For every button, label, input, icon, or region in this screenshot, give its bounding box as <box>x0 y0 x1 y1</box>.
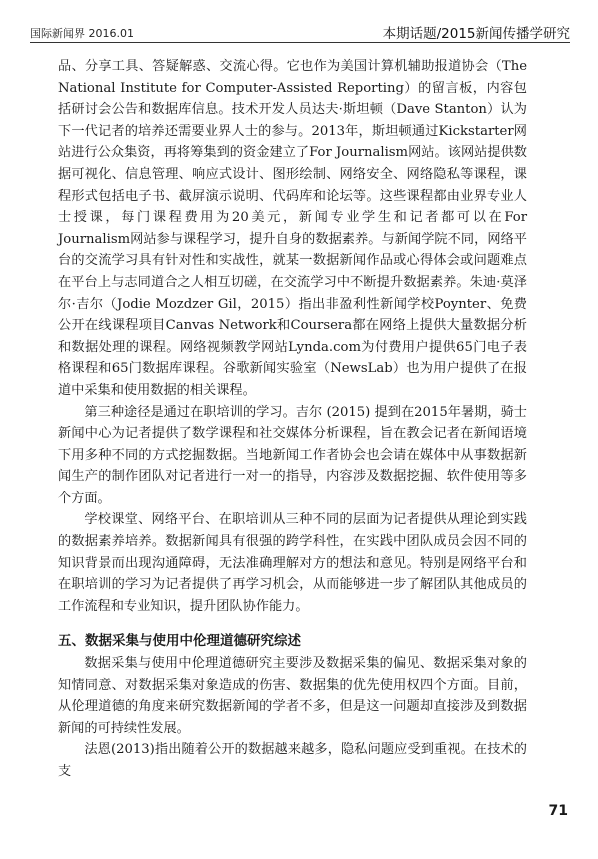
paragraph: 法恩(2013)指出随着公开的数据越来越多，隐私问题应受到重视。在技术的支 <box>58 742 527 779</box>
paragraph: 学校课堂、网络平台、在职培训从三种不同的层面为记者提供从理论到实践的数据素养培养。数据新闻具有很强的跨学科性，在实践中团队成员会因不同的知识背景而出现沟通障碍，无法准确理解对方的想法和意见。特别是网络平台和在职培训的学习为记者提供了再学习机会，从而能够进一步了解团队其他成员的工作流程和专业知识，提升团队协作能力。 <box>58 512 527 614</box>
paragraph: 第三种途径是通过在职培训的学习。吉尔 (2015) 提到在2015年暑期，骑士新闻中心为记者提供了数学课程和社交媒体分析课程，旨在教会记者在新闻语境下用多种不同的方式挖掘数据。当地新闻工作者协会也会请在媒体中从事数据新闻生产的制作团队对记者进行一对一的指导，内容涉及数据挖掘、软件使用等多个方面。 <box>58 404 527 506</box>
page-number: 71 <box>548 803 568 819</box>
paragraph: 品、分享工具、答疑解惑、交流心得。它也作为美国计算机辅助报道协会（The National Institute for Computer-Assisted Reporting）的留言板，内容包括研讨会公告和数据库信息。技术开发人员达夫·斯坦顿（Dave Stanton）认为下一代记者的培养还需要业界人士的参与。2013年，斯坦顿通过Kickstarter网站进行公众集资，再将筹集到的资金建立了For Journalism网站。该网站提供数据可视化、信息管理、响应式设计、图形绘制、网络安全、网络隐私等课程，课程形式包括电子书、截屏演示说明、代码库和论坛等。这些课程都由业界专业人士授课，每门课程费用为20美元，新闻专业学生和记者都可以在For Journalism网站参与课程学习，提升自身的数据素养。与新闻学院不同，网络平台的交流学习具有针对性和实战性，就某一数据新闻作品或心得体会或问题难点在平台上与志同道合之人相互切磋，在交流学习中不断提升数据素养。朱迪·莫泽尔·吉尔（Jodie Mozdzer Gil，2015）指出非盈利性新闻学校Poynter、免费公开在线课程项目Canvas Network和Coursera都在网络上提供大量数据分析和数据处理的课程。网络视频教学网站Lynda.com为付费用户提供65门电子表格课程和65门数据库课程。谷歌新闻实验室（NewsLab）也为用户提供了在报道中采集和使用数据的相关课程。 <box>58 59 527 398</box>
journal-name: 国际新闻界 2016.01 <box>30 27 134 40</box>
section-heading: 五、数据采集与使用中伦理道德研究综述 <box>58 633 301 650</box>
paragraph: 数据采集与使用中伦理道德研究主要涉及数据采集的偏见、数据采集对象的知情同意、对数据采集对象造成的伤害、数据集的优先使用权四个方面。目前，从伦理道德的角度来研究数据新闻的学者不多，但是这一问题却直接涉及到数据新闻的可持续性发展。 <box>58 656 527 736</box>
article-body <box>58 56 527 783</box>
section-title: 本期话题/2015新闻传播学研究 <box>382 26 570 42</box>
page-header <box>30 20 570 43</box>
